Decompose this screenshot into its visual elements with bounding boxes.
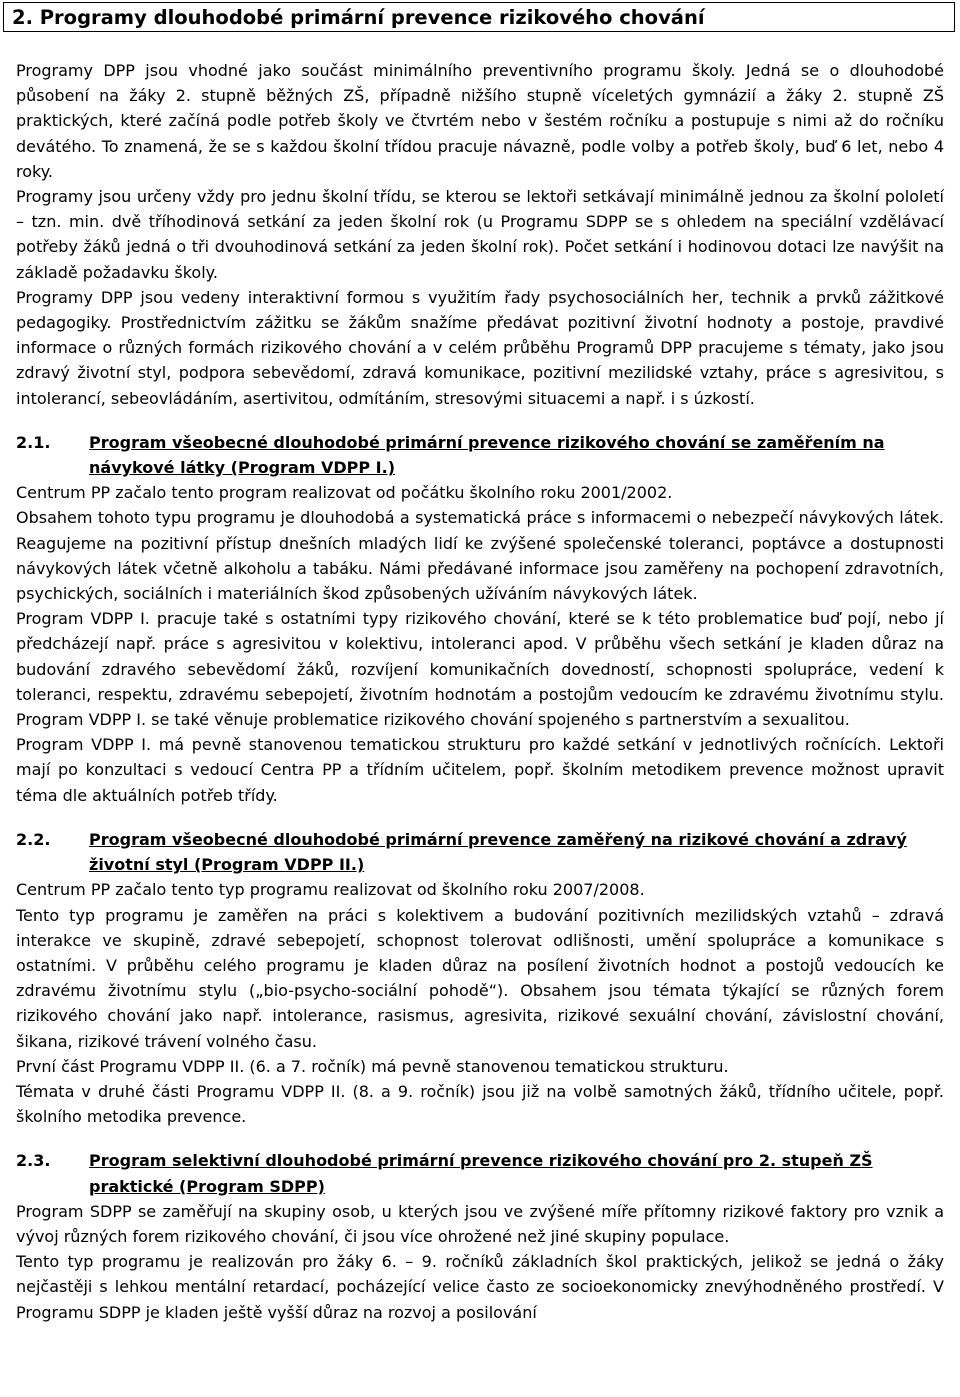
section-heading: 2. Programy dlouhodobé primární prevence rizikového chování [3, 2, 955, 32]
subsection-paragraph: Tento typ programu je realizován pro žáky 6. – 9. ročníků základních škol praktických, jelikož se jedná o žáky nejčastěji s lehkou mentální retardací, pocházející velice často ze socioekonomicky znevýhodněného prostředí. V Programu SDPP je kladen ještě vyšší důraz na rozvoj a posilování [16, 1252, 944, 1322]
subsection-paragraph: Program VDPP I. pracuje také s ostatními typy rizikového chování, které se k této problematice buď pojí, nebo jí předcházejí např. práce s agresivitou v kolektivu, intoleranci apod. V průběhu všech setkání je kladen důraz na budování zdravého sebevědomí žáků, rozvíjení komunikačních dovedností, schopnosti spolupráce, vedení k toleranci, respektu, zdravému sebepojetí, životním hodnotám a postojům vedoucím ke zdravému životnímu stylu. Program VDPP I. se také věnuje problematice rizikového chování spojeného s partnerstvím a sexualitou. [16, 609, 944, 730]
subsection-title: Program všeobecné dlouhodobé primární prevence rizikového chování se zaměřením na návykové látky (Program VDPP I.) [89, 432, 885, 478]
subsection-title: Program všeobecné dlouhodobé primární prevence zaměřený na rizikové chování a zdravý životní styl (Program VDPP II.) [89, 829, 907, 875]
intro-paragraph: Programy DPP jsou vedeny interaktivní formou s využitím řady psychosociálních her, technik a prvků zážitkové pedagogiky. Prostřednictvím zážitku se žákům snažíme předávat pozitivní životní hodnoty a postoje, pravdivé informace o různých formách rizikového chování a v celém průběhu Programů DPP pracujeme s tématy, jako jsou zdravý životní styl, podpora sebevědomí, zdravá komunikace, pozitivní mezilidské vztahy, práce s agresivitou, s intolerancí, sebeovládáním, asertivitou, odmítáním, stresovými situacemi a např. i s úzkostí. [16, 287, 944, 408]
subsection-heading-2-1 [16, 430, 944, 480]
subsection-title: Program selektivní dlouhodobé primární prevence rizikového chování pro 2. stupeň ZŠ praktické (Program SDPP) [89, 1151, 873, 1196]
document-body [16, 58, 944, 1325]
intro-paragraph: Programy DPP jsou vhodné jako součást minimálního preventivního programu školy. Jedná se o dlouhodobé působení na žáky 2. stupně běžných ZŠ, případně nižšího stupně víceletých gymnázií a žáky 2. stupně ZŠ praktických, které začíná podle potřeb školy ve čtvrtém nebo v šestém ročníku a postupuje s nimi až do ročníku devátého. To znamená, že se s každou školní třídou pracuje návazně, podle volby a potřeb školy, buď 6 let, nebo 4 roky. [16, 61, 944, 181]
subsection-paragraph: Obsahem tohoto typu programu je dlouhodobá a systematická práce s informacemi o nebezpečí návykových látek. Reagujeme na pozitivní přístup dnešních mladých lidí ke zvýšené společenské toleranci, poptávce a dostupnosti návykových látek včetně alkoholu a tabáku. Námi předávané informace jsou zaměřeny na pochopení zdravotních, psychických, sociálních i materiálních škod způsobených užíváním návykových látek. [16, 508, 944, 604]
subsection-paragraph: Témata v druhé části Programu VDPP II. (8. a 9. ročník) jsou již na volbě samotných žáků, třídního učitele, popř. školního metodika prevence. [16, 1081, 944, 1127]
subsection-paragraph: První část Programu VDPP II. (6. a 7. ročník) má pevně stanovenou tematickou strukturu. [16, 1056, 729, 1076]
subsection-number: 2.1. [16, 432, 51, 452]
subsection-paragraph: Program SDPP se zaměřují na skupiny osob, u kterých jsou ve zvýšené míře přítomny rizikové faktory pro vznik a vývoj různých forem rizikového chování, či jsou více ohrožené než jiné skupiny populace. [16, 1201, 944, 1246]
subsection-heading-2-2 [16, 827, 944, 877]
intro-paragraph: Programy jsou určeny vždy pro jednu školní třídu, se kterou se lektoři setkávají minimálně jednou za školní pololetí – tzn. min. dvě tříhodinová setkání za jeden školní rok (u Programu SDPP se s ohledem na speciální vzdělávací potřeby žáků jedná o tři dvouhodinová setkání za jeden školní rok). Počet setkání i hodinovou dotaci lze navýšit na základě požadavku školy. [16, 187, 944, 282]
subsection-paragraph: Centrum PP začalo tento program realizovat od počátku školního roku 2001/2002. [16, 483, 673, 503]
subsection-number: 2.2. [16, 829, 51, 849]
subsection-paragraph: Program VDPP I. má pevně stanovenou tematickou strukturu pro každé setkání v jednotlivých ročnících. Lektoři mají po konzultaci s vedoucí Centra PP a třídním učitelem, popř. školním metodikem prevence možnost upravit téma dle aktuálních potřeb třídy. [16, 735, 944, 805]
subsection-number: 2.3. [16, 1151, 51, 1171]
subsection-paragraph: Centrum PP začalo tento typ programu realizovat od školního roku 2007/2008. [16, 880, 645, 900]
subsection-paragraph: Tento typ programu je zaměřen na práci s kolektivem a budování pozitivních mezilidských vztahů – zdravá interakce ve skupině, zdravé sebepojetí, schopnost tolerovat odlišnosti, umění spolupráce a komunikace s ostatními. V průběhu celého programu je kladen důraz na posílení životních hodnot a postojů vedoucích ke zdravému životnímu stylu („bio-psycho-sociální pohodě“). Obsahem jsou témata týkající se různých forem rizikového chování jako např. intolerance, rasismus, agresivita, rizikové sexuální chování, závislostní chování, šikana, rizikové trávení volného času. [16, 905, 944, 1051]
subsection-heading-2-3 [16, 1148, 944, 1198]
